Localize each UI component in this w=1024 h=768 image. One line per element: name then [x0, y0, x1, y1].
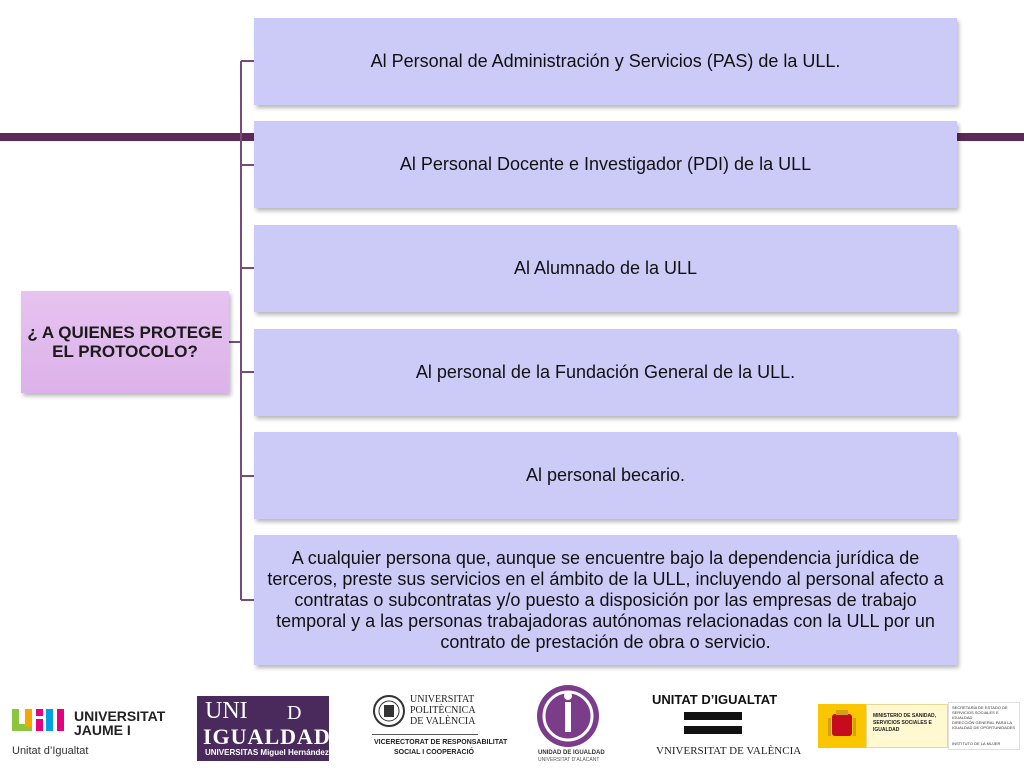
- ministerio-name-panel: [866, 704, 948, 748]
- item-label: Al Alumnado de la ULL: [513, 258, 698, 278]
- uv-title: UNITAT D’IGUALTAT: [652, 692, 778, 707]
- item-becario: [254, 432, 957, 519]
- root-node: [21, 291, 229, 393]
- ua-sub1: UNIDAD DE IGUALDAD: [538, 750, 605, 756]
- uv-sub: VNIVERSITAT DE VALÈNCIA: [656, 745, 802, 757]
- item-pdi: [254, 121, 957, 208]
- uv-logo: [650, 690, 802, 762]
- upv-seal-icon: [372, 694, 406, 728]
- ua-logo: [532, 684, 604, 764]
- uji-name-line2: JAUME I: [74, 722, 131, 738]
- item-alumnado: [254, 225, 957, 312]
- upv-sub2: SOCIAL I COOPERACIÓ: [394, 749, 474, 756]
- ministerio-name: MINISTERIO DE SANIDAD, SERVICIOS SOCIALES E IGUALDAD: [873, 713, 937, 733]
- ua-sub2: UNIVERSITAT D’ALACANT: [538, 757, 600, 763]
- uji-logo: [10, 706, 170, 762]
- item-label: Al Personal Docente e Investigador (PDI) de la ULL: [399, 154, 812, 174]
- item-pas: [254, 18, 957, 105]
- umh-logo: [197, 696, 329, 761]
- ua-igualdad-icon: [534, 684, 602, 748]
- coat-of-arms-icon: [828, 710, 856, 742]
- upv-line2: POLITÈCNICA: [410, 705, 476, 716]
- umh-word3: IGUALDAD: [203, 724, 331, 749]
- item-label: Al personal becario.: [525, 465, 686, 485]
- item-label: Al Personal de Administración y Servicios (PAS) de la ULL.: [370, 51, 841, 71]
- ministerio-dir: DIRECCIÓN GENERAL PARA LA IGUALDAD DE OPORTUNIDADES: [952, 720, 1016, 730]
- upv-divider: [372, 734, 478, 735]
- uv-equal-bar-top: [684, 712, 742, 720]
- root-label: ¿ A QUIENES PROTEGE EL PROTOCOLO?: [27, 323, 223, 361]
- logo-strip: [0, 684, 1024, 768]
- item-label: Al personal de la Fundación General de la ULL.: [415, 362, 796, 382]
- upv-line1: UNIVERSITAT: [410, 694, 475, 705]
- ministerio-flag: [818, 704, 866, 748]
- upv-sub1: VICERECTORAT DE RESPONSABILITAT: [374, 739, 508, 746]
- ministerio-sec: SECRETARÍA DE ESTADO DE SERVICIOS SOCIALES E IGUALDAD: [952, 705, 1008, 720]
- upv-logo: [370, 692, 508, 762]
- umh-sub: UNIVERSITAS Miguel Hernández: [205, 748, 329, 757]
- ministerio-inst: INSTITUTO DE LA MUJER: [952, 741, 1001, 746]
- upv-line3: DE VALÈNCIA: [410, 716, 476, 727]
- ministerio-secretaria-panel: [948, 702, 1020, 750]
- item-terceros: [254, 535, 957, 665]
- uji-mark-icon: [10, 706, 72, 738]
- uji-name-line1: UNIVERSITAT: [74, 708, 166, 724]
- item-label: A cualquier persona que, aunque se encuentre bajo la dependencia jurídica de terceros, preste sus servicios en el ámbito de la ULL, incluyendo al personal afecto a contratas o subcontratas y/o puesto a disposición por las empresas de trabajo temporal y a las personas trabajadoras autónomas relacionadas con la ULL por un contrato de prestación de obra o servicio.: [267, 547, 944, 652]
- item-fundacion: [254, 329, 957, 416]
- uv-equal-bar-bottom: [684, 726, 742, 734]
- umh-word2: D: [287, 702, 302, 724]
- umh-word1: UNI: [205, 698, 248, 724]
- uji-unit: Unitat d’Igualtat: [12, 745, 89, 757]
- ministerio-logo: [818, 702, 1020, 752]
